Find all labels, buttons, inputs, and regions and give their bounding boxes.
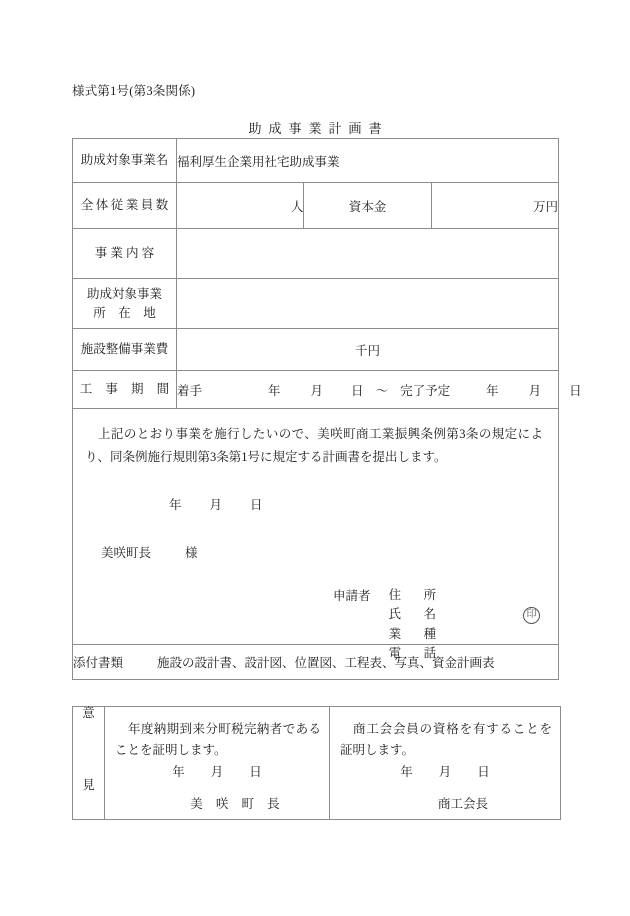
table-row-statement (73, 409, 559, 645)
value-project-name[interactable]: 福利厚生企業用社宅助成事業 (177, 139, 559, 183)
table-row-project-name (73, 139, 559, 183)
opinion-tax-day: 日 (249, 765, 262, 779)
attachments-label: 添付書類 (73, 656, 124, 670)
value-employee-count[interactable]: 人 (177, 183, 304, 229)
applicant-field-name: 氏 名 (388, 607, 442, 622)
opinion-cell-chamber[interactable] (330, 707, 561, 820)
start-year: 年 (268, 383, 281, 398)
main-form-table (72, 138, 582, 680)
applicant-block (333, 586, 441, 664)
attachments-row (73, 645, 559, 680)
submission-date-day: 日 (250, 498, 263, 512)
table-row-facility-cost (73, 329, 559, 371)
opinion-chamber-signer: 商工会長 (437, 797, 488, 811)
addressee-name: 美咲町長 (101, 546, 152, 560)
value-facility-cost[interactable]: 千円 (177, 329, 559, 371)
label-construction-period: 工 事 期 間 (73, 371, 177, 409)
applicant-label: 申請者 (333, 589, 371, 603)
statement-body: 上記のとおり事業を施行したいので、美咲町商工業振興条例第3条の規定により、同条例施行規則第3条第1号に規定する計画書を提出します。 (85, 427, 543, 465)
applicant-fields[interactable] (384, 586, 442, 664)
opinion-tax-text: 年度納期到来分町税完納者であることを証明します。 (115, 722, 321, 757)
statement-block (73, 409, 559, 661)
form-number: 様式第1号(第3条関係) (72, 84, 196, 98)
opinion-tax-date (105, 762, 329, 780)
label-business-content: 事 業 内 容 (73, 229, 177, 279)
table-row-construction-period (73, 371, 559, 409)
opinion-chamber-text: 商工会会員の資格を有することを証明します。 (340, 722, 552, 757)
table-row-attachments (73, 645, 559, 680)
opinion-tax-signer: 美 咲 町 長 (190, 797, 285, 811)
attachments-value: 施設の設計書、設計図、位置図、工程表、写真、資金計画表 (157, 656, 495, 670)
opinion-row (73, 707, 561, 820)
label-facility-cost: 施設整備事業費 (73, 329, 177, 371)
opinion-label (73, 707, 105, 820)
opinion-tax-year: 年 (172, 765, 185, 779)
end-label: 完了予定 (400, 383, 451, 398)
opinion-table (72, 706, 561, 820)
addressee-line (101, 543, 198, 561)
start-label: 着手 (177, 383, 203, 398)
opinion-chamber-day: 日 (477, 765, 490, 779)
label-capital: 資本金 (304, 183, 431, 229)
table-row-employees (73, 183, 559, 229)
applicant-field-address: 住 所 (388, 588, 442, 602)
seal-icon: 印 (523, 607, 540, 624)
range-tilde: 〜 (375, 383, 389, 398)
opinion-label-char2: 見 (82, 777, 95, 792)
start-month: 月 (310, 383, 324, 398)
applicant-field-industry: 業 種 (388, 626, 442, 641)
label-location-line2: 所 在 地 (93, 305, 156, 320)
opinion-tax-month: 月 (210, 765, 224, 779)
label-project-name: 助成対象事業名 (73, 139, 177, 183)
submission-date-month: 月 (209, 498, 223, 512)
opinion-cell-tax[interactable] (105, 707, 330, 820)
label-employee-count: 全体従業員数 (73, 183, 177, 229)
start-day: 日 (351, 383, 364, 398)
end-year: 年 (486, 383, 499, 398)
opinion-chamber-year: 年 (400, 765, 413, 779)
applicant-field-phone: 電 話 (388, 646, 442, 661)
value-business-content[interactable] (177, 229, 559, 279)
submission-date[interactable] (169, 495, 263, 513)
table-row-location (73, 279, 559, 329)
opinion-chamber-date (330, 762, 560, 780)
value-construction-period[interactable] (177, 371, 582, 409)
document-title: 助成事業計画書 (248, 121, 389, 136)
opinion-chamber-month: 月 (438, 765, 452, 779)
table-row-business-content (73, 229, 559, 279)
label-location (73, 279, 177, 329)
end-month: 月 (528, 383, 542, 398)
addressee-honorific: 様 (185, 546, 198, 560)
opinion-label-char1: 意 (82, 706, 95, 720)
value-capital[interactable]: 万円 (431, 183, 558, 229)
value-location[interactable] (177, 279, 559, 329)
end-day: 日 (569, 383, 582, 398)
label-location-line1: 助成対象事業 (86, 287, 162, 302)
submission-date-year: 年 (169, 498, 182, 512)
